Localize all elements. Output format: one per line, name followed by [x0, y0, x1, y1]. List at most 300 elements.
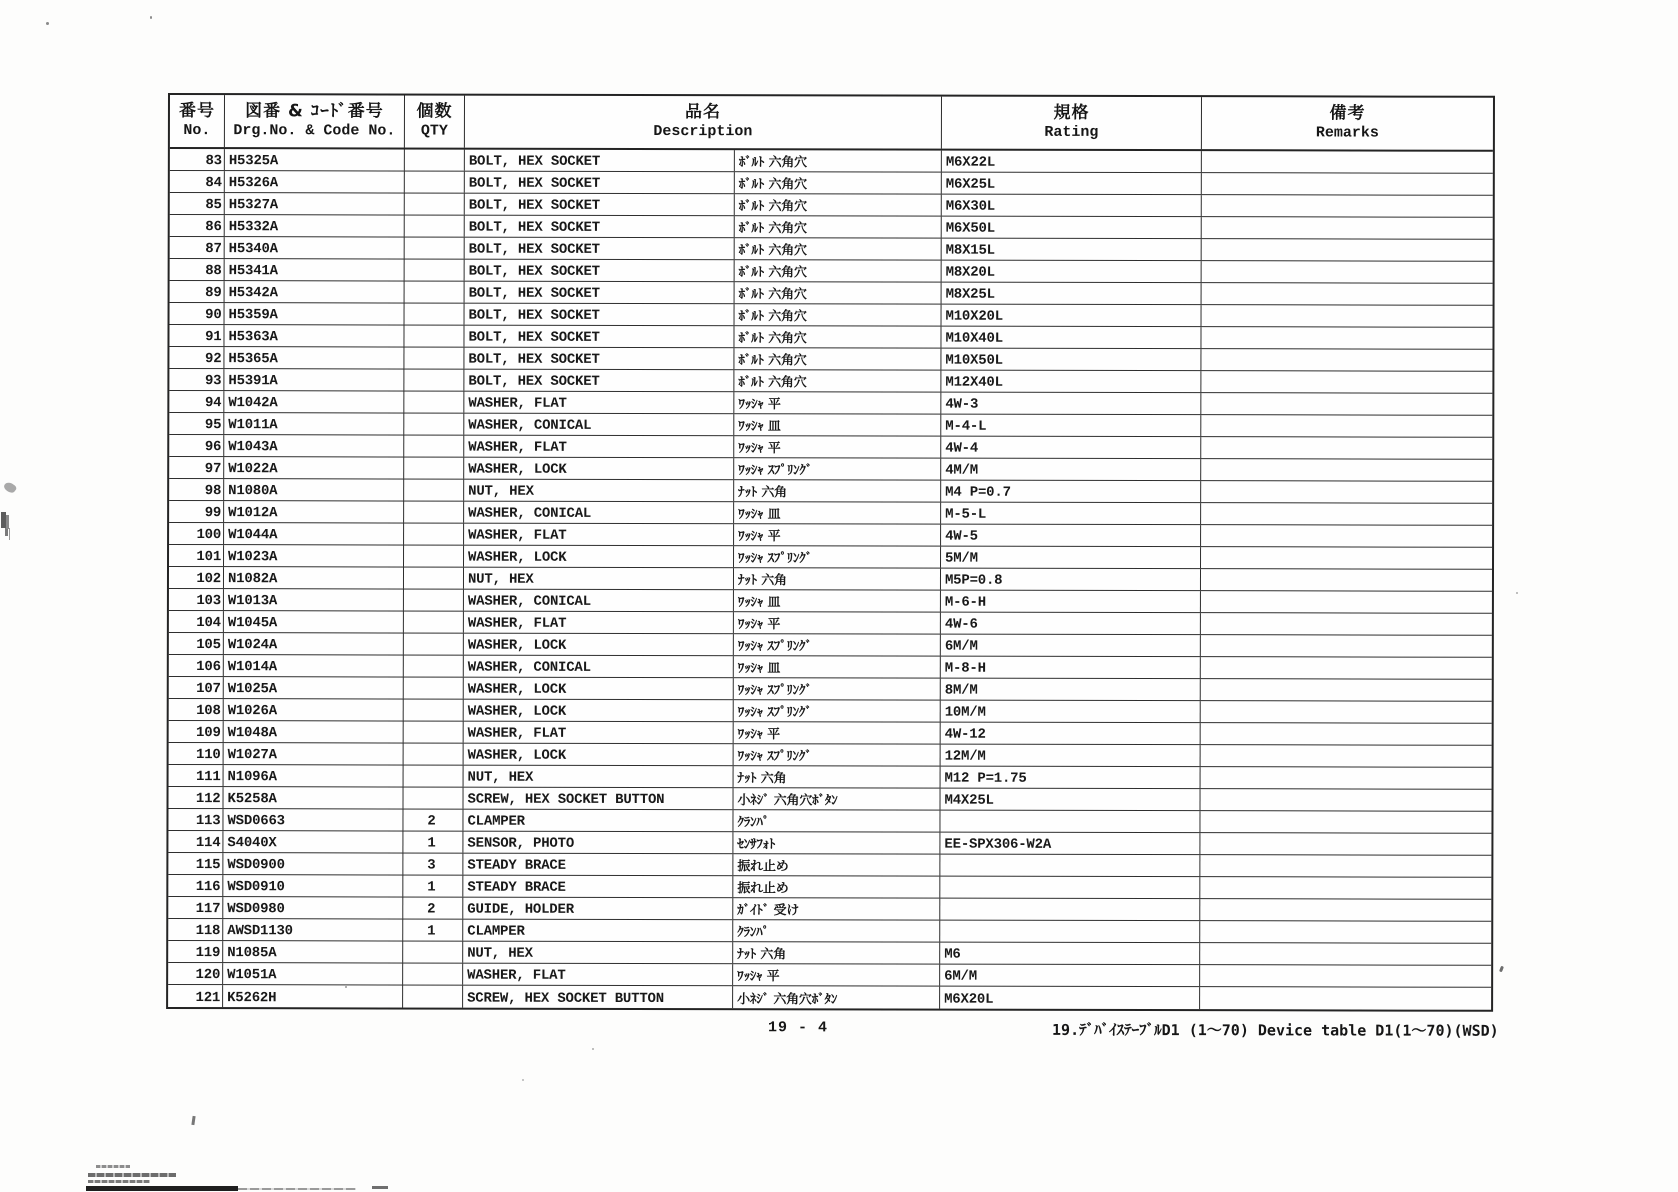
cell-qty — [404, 479, 464, 500]
cell-rating: 4W-3 — [941, 393, 1201, 415]
cell-desc-ja: ﾜｯｼｬ 平 — [734, 436, 941, 457]
cell-qty: 1 — [403, 831, 463, 852]
cell-desc-en: WASHER, FLAT — [464, 436, 734, 458]
cell-rating: M6X22L — [942, 151, 1202, 173]
cell-no: 98 — [169, 479, 224, 500]
cell-desc-en: CLAMPER — [463, 920, 733, 942]
header-rating — [942, 97, 1202, 150]
cell-desc-ja: ﾎﾞﾙﾄ 六角穴 — [735, 260, 942, 281]
cell-remarks — [1201, 613, 1492, 635]
cell-rating: M5P=0.8 — [941, 569, 1201, 591]
cell-code: W1013A — [224, 589, 404, 610]
header-no-ja: 番号 — [178, 101, 215, 122]
cell-remarks — [1201, 635, 1492, 657]
cell-no: 104 — [169, 611, 224, 632]
cell-desc-en: NUT, HEX — [464, 480, 734, 502]
cell-rating: 12M/M — [941, 745, 1201, 767]
cell-qty — [404, 743, 464, 764]
cell-qty — [405, 237, 465, 258]
cell-desc-ja: ﾎﾞﾙﾄ 六角穴 — [735, 216, 942, 237]
cell-code: WSD0910 — [223, 875, 403, 896]
cell-qty — [404, 545, 464, 566]
cell-desc-ja: ﾜｯｼｬ 平 — [733, 964, 940, 985]
cell-rating — [940, 877, 1200, 899]
cell-desc-en: BOLT, HEX SOCKET — [465, 238, 735, 260]
scan-smudge — [3, 480, 18, 494]
table-row — [170, 193, 1493, 218]
cell-qty — [404, 501, 464, 522]
table-row — [169, 391, 1492, 416]
cell-qty — [404, 523, 464, 544]
cell-desc-ja: ﾜｯｼｬ 平 — [734, 612, 941, 633]
cell-remarks — [1201, 525, 1492, 547]
cell-no: 85 — [170, 193, 225, 214]
cell-no: 93 — [169, 369, 224, 390]
cell-qty — [403, 963, 463, 984]
cell-desc-en: BOLT, HEX SOCKET — [464, 370, 734, 392]
cell-desc-en: BOLT, HEX SOCKET — [465, 172, 735, 194]
cell-qty: 2 — [403, 897, 463, 918]
cell-remarks — [1202, 173, 1493, 195]
cell-code: W1027A — [224, 743, 404, 764]
cell-desc-ja: ﾎﾞﾙﾄ 六角穴 — [735, 194, 942, 215]
table-row — [168, 875, 1491, 900]
cell-rating: M10X20L — [942, 305, 1202, 327]
cell-desc-ja: ﾜｯｼｬ ｽﾌﾟﾘﾝｸﾞ — [734, 458, 941, 479]
cell-rating: M6X50L — [942, 217, 1202, 239]
cell-no: 100 — [169, 523, 224, 544]
cell-desc-en: CLAMPER — [463, 810, 733, 832]
table-row — [170, 149, 1493, 174]
cell-rating: M8X20L — [942, 261, 1202, 283]
cell-code: W1026A — [224, 699, 404, 720]
cell-remarks — [1202, 151, 1493, 173]
table-row — [168, 919, 1491, 944]
cell-desc-en: WASHER, LOCK — [464, 458, 734, 480]
table-row — [169, 369, 1492, 394]
cell-qty — [404, 391, 464, 412]
table-row — [169, 567, 1492, 592]
scan-artifact-bar — [96, 1165, 130, 1168]
table-row — [169, 413, 1492, 438]
cell-remarks — [1201, 569, 1492, 591]
cell-remarks — [1201, 371, 1492, 393]
cell-qty — [405, 193, 465, 214]
cell-desc-ja: ﾎﾞﾙﾄ 六角穴 — [735, 282, 942, 303]
scan-artifact-bar — [88, 1180, 150, 1183]
cell-desc-ja: ﾜｯｼｬ ｽﾌﾟﾘﾝｸﾞ — [734, 546, 941, 567]
cell-remarks — [1201, 459, 1492, 481]
cell-desc-ja: 振れ止め — [733, 854, 940, 875]
header-drg-no-en: Drg.No. & Code No. — [233, 122, 396, 140]
cell-desc-ja: 小ﾈｼﾞ 六角穴ﾎﾞﾀﾝ — [733, 986, 940, 1008]
cell-code: H5340A — [225, 237, 405, 258]
cell-remarks — [1201, 767, 1492, 789]
cell-remarks — [1201, 745, 1492, 767]
cell-desc-en: SCREW, HEX SOCKET BUTTON — [464, 788, 734, 810]
cell-qty — [403, 941, 463, 962]
header-remarks-en: Remarks — [1315, 124, 1379, 142]
scan-speck — [522, 1079, 524, 1081]
cell-qty — [405, 171, 465, 192]
cell-code: K5262H — [223, 985, 403, 1007]
table-body — [168, 149, 1493, 1010]
header-rating-ja: 規格 — [1053, 102, 1090, 123]
cell-remarks — [1202, 261, 1493, 283]
cell-code: WSD0980 — [223, 897, 403, 918]
cell-desc-en: WASHER, LOCK — [464, 634, 734, 656]
cell-code: N1082A — [224, 567, 404, 588]
cell-remarks — [1202, 283, 1493, 305]
scan-smudge — [1, 512, 6, 528]
cell-qty — [404, 457, 464, 478]
cell-desc-ja: ﾜｯｼｬ ｽﾌﾟﾘﾝｸﾞ — [734, 744, 941, 765]
cell-desc-en: WASHER, FLAT — [463, 964, 733, 986]
table-row — [169, 787, 1492, 812]
cell-desc-ja: 振れ止め — [733, 876, 940, 897]
cell-no: 101 — [169, 545, 224, 566]
cell-desc-ja: ﾜｯｼｬ 皿 — [734, 590, 941, 611]
cell-rating: 8M/M — [941, 679, 1201, 701]
cell-no: 108 — [169, 699, 224, 720]
cell-no: 96 — [169, 435, 224, 456]
table-row — [169, 699, 1492, 724]
cell-remarks — [1201, 349, 1492, 371]
cell-rating: M6X25L — [942, 173, 1202, 195]
cell-desc-en: BOLT, HEX SOCKET — [465, 304, 735, 326]
cell-desc-en: WASHER, FLAT — [464, 612, 734, 634]
cell-desc-en: NUT, HEX — [464, 766, 734, 788]
cell-desc-en: SENSOR, PHOTO — [463, 832, 733, 854]
cell-desc-en: SCREW, HEX SOCKET BUTTON — [463, 986, 733, 1009]
cell-desc-en: NUT, HEX — [463, 942, 733, 964]
header-qty — [405, 95, 465, 147]
cell-rating — [940, 811, 1200, 833]
cell-qty — [404, 611, 464, 632]
cell-rating: M10X50L — [941, 349, 1201, 371]
scan-mark — [191, 1116, 195, 1125]
table-row — [170, 303, 1493, 328]
cell-qty — [404, 677, 464, 698]
cell-no: 103 — [169, 589, 224, 610]
cell-code: N1085A — [223, 941, 403, 962]
cell-desc-en: WASHER, LOCK — [464, 678, 734, 700]
scan-speck — [46, 22, 49, 25]
cell-desc-en: BOLT, HEX SOCKET — [464, 326, 734, 348]
cell-no: 86 — [170, 215, 225, 236]
table-row — [169, 325, 1492, 350]
table-row — [169, 743, 1492, 768]
cell-rating: M-8-H — [941, 657, 1201, 679]
cell-desc-ja: ﾅｯﾄ 六角 — [734, 568, 941, 589]
table-row — [169, 655, 1492, 680]
cell-no: 92 — [169, 347, 224, 368]
cell-desc-en: BOLT, HEX SOCKET — [465, 282, 735, 304]
table-row — [170, 281, 1493, 306]
cell-rating — [940, 855, 1200, 877]
cell-rating: M6 — [940, 943, 1200, 965]
cell-remarks — [1201, 415, 1492, 437]
cell-code: W1022A — [224, 457, 404, 478]
cell-no: 121 — [168, 985, 223, 1007]
cell-desc-ja: ﾎﾞﾙﾄ 六角穴 — [735, 304, 942, 325]
cell-desc-ja: ｾﾝｻﾌｫﾄ — [733, 832, 940, 853]
scan-artifact-bar — [88, 1173, 176, 1177]
cell-desc-ja: ﾜｯｼｬ 平 — [734, 524, 941, 545]
cell-no: 110 — [169, 743, 224, 764]
cell-remarks — [1200, 833, 1491, 855]
cell-code: H5327A — [225, 193, 405, 214]
cell-no: 87 — [170, 237, 225, 258]
cell-remarks — [1200, 811, 1491, 833]
footer-caption: 19.ﾃﾞﾊﾞｲｽﾃｰﾌﾞﾙD1 (1～70) Device table D1(1～70)(WSD) — [1052, 1020, 1499, 1040]
cell-desc-en: BOLT, HEX SOCKET — [465, 150, 735, 172]
page-content — [166, 93, 1499, 1040]
cell-code: W1012A — [224, 501, 404, 522]
cell-no: 111 — [169, 765, 224, 786]
cell-no: 113 — [168, 809, 223, 830]
cell-no: 106 — [169, 655, 224, 676]
scan-artifact-bar — [372, 1186, 388, 1189]
cell-rating: EE-SPX306-W2A — [940, 833, 1200, 855]
scan-speck — [150, 16, 152, 19]
cell-rating: 10M/M — [941, 701, 1201, 723]
cell-no: 115 — [168, 853, 223, 874]
cell-rating: M6X30L — [942, 195, 1202, 217]
cell-no: 105 — [169, 633, 224, 654]
table-row — [170, 237, 1493, 262]
cell-rating — [940, 899, 1200, 921]
cell-rating: 5M/M — [941, 547, 1201, 569]
header-remarks — [1202, 97, 1493, 150]
cell-code: H5341A — [225, 259, 405, 280]
cell-code: K5258A — [224, 787, 404, 808]
cell-desc-en: WASHER, FLAT — [464, 524, 734, 546]
table-row — [169, 523, 1492, 548]
cell-desc-ja: 小ﾈｼﾞ 六角穴ﾎﾞﾀﾝ — [734, 788, 941, 809]
cell-code: N1096A — [224, 765, 404, 786]
table-row — [168, 897, 1491, 922]
cell-desc-en: WASHER, FLAT — [464, 392, 734, 414]
cell-desc-ja: ﾜｯｼｬ 皿 — [734, 414, 941, 435]
cell-code: W1024A — [224, 633, 404, 654]
cell-rating: M8X15L — [942, 239, 1202, 261]
header-description — [465, 96, 942, 149]
cell-qty — [405, 259, 465, 280]
cell-rating: M4 P=0.7 — [941, 481, 1201, 503]
cell-rating: 4W-4 — [941, 437, 1201, 459]
header-no — [170, 95, 225, 147]
table-row — [168, 809, 1491, 834]
cell-qty: 1 — [403, 919, 463, 940]
scan-speck — [592, 1048, 594, 1050]
cell-desc-en: STEADY BRACE — [463, 854, 733, 876]
header-qty-ja: 個数 — [416, 101, 453, 122]
cell-desc-ja: ﾎﾞﾙﾄ 六角穴 — [734, 370, 941, 391]
table-row — [168, 831, 1491, 856]
parts-table — [166, 93, 1495, 1012]
cell-remarks — [1201, 503, 1492, 525]
cell-no: 88 — [170, 259, 225, 280]
cell-remarks — [1200, 899, 1491, 921]
cell-desc-ja: ﾜｯｼｬ ｽﾌﾟﾘﾝｸﾞ — [734, 678, 941, 699]
cell-desc-en: BOLT, HEX SOCKET — [464, 348, 734, 370]
cell-desc-ja: ﾜｯｼｬ ｽﾌﾟﾘﾝｸﾞ — [734, 700, 941, 721]
cell-remarks — [1201, 481, 1492, 503]
cell-remarks — [1201, 393, 1492, 415]
cell-qty: 2 — [403, 809, 463, 830]
cell-desc-en: WASHER, CONICAL — [464, 656, 734, 678]
cell-code: H5342A — [225, 281, 405, 302]
cell-code: H5325A — [225, 149, 405, 170]
cell-qty — [404, 787, 464, 808]
cell-desc-en: WASHER, CONICAL — [464, 590, 734, 612]
cell-rating: M12 P=1.75 — [941, 767, 1201, 789]
cell-qty — [404, 325, 464, 346]
cell-qty — [405, 281, 465, 302]
header-drg-no-ja: 図番 & ｺｰﾄﾞ番号 — [245, 101, 384, 122]
table-row — [168, 985, 1491, 1010]
cell-desc-ja: ﾜｯｼｬ 平 — [734, 722, 941, 743]
cell-remarks — [1202, 195, 1493, 217]
cell-code: W1025A — [224, 677, 404, 698]
header-qty-en: QTY — [420, 122, 448, 140]
cell-remarks — [1202, 217, 1493, 239]
cell-code: H5365A — [224, 347, 404, 368]
cell-code: H5332A — [225, 215, 405, 236]
table-row — [169, 633, 1492, 658]
cell-qty — [405, 149, 465, 170]
cell-remarks — [1201, 789, 1492, 811]
cell-code: AWSD1130 — [223, 919, 403, 940]
cell-remarks — [1201, 723, 1492, 745]
header-description-en: Description — [653, 123, 753, 141]
cell-desc-ja: ﾎﾞﾙﾄ 六角穴 — [734, 326, 941, 347]
cell-desc-ja: ﾜｯｼｬ ｽﾌﾟﾘﾝｸﾞ — [734, 634, 941, 655]
cell-qty — [404, 413, 464, 434]
cell-rating: M-6-H — [941, 591, 1201, 613]
cell-code: W1043A — [224, 435, 404, 456]
cell-desc-ja: ﾎﾞﾙﾄ 六角穴 — [735, 150, 942, 171]
cell-desc-en: WASHER, CONICAL — [464, 414, 734, 436]
cell-remarks — [1200, 987, 1491, 1010]
cell-no: 118 — [168, 919, 223, 940]
cell-remarks — [1201, 679, 1492, 701]
cell-qty — [404, 369, 464, 390]
cell-code: W1014A — [224, 655, 404, 676]
cell-no: 102 — [169, 567, 224, 588]
cell-remarks — [1201, 591, 1492, 613]
cell-rating — [940, 921, 1200, 943]
cell-rating: 4W-6 — [941, 613, 1201, 635]
cell-no: 83 — [170, 149, 225, 170]
cell-desc-en: WASHER, LOCK — [464, 744, 734, 766]
cell-qty — [404, 765, 464, 786]
cell-code: W1042A — [224, 391, 404, 412]
table-row — [169, 479, 1492, 504]
cell-code: H5363A — [224, 325, 404, 346]
cell-qty — [404, 721, 464, 742]
cell-no: 89 — [170, 281, 225, 302]
cell-remarks — [1201, 327, 1492, 349]
table-row — [170, 215, 1493, 240]
cell-remarks — [1200, 877, 1491, 899]
cell-no: 97 — [169, 457, 224, 478]
cell-rating: M8X25L — [942, 283, 1202, 305]
cell-remarks — [1200, 943, 1491, 965]
cell-code: WSD0900 — [223, 853, 403, 874]
cell-remarks — [1200, 921, 1491, 943]
cell-desc-en: WASHER, CONICAL — [464, 502, 734, 524]
cell-desc-ja: ﾜｯｼｬ 皿 — [734, 656, 941, 677]
cell-code: S4040X — [223, 831, 403, 852]
cell-rating: M-5-L — [941, 503, 1201, 525]
cell-qty — [404, 567, 464, 588]
table-row — [169, 435, 1492, 460]
table-row — [168, 941, 1491, 966]
cell-remarks — [1201, 657, 1492, 679]
table-row — [169, 589, 1492, 614]
table-row — [168, 853, 1491, 878]
cell-code: W1023A — [224, 545, 404, 566]
cell-rating: 4M/M — [941, 459, 1201, 481]
cell-qty: 3 — [403, 853, 463, 874]
cell-desc-ja: ﾅｯﾄ 六角 — [734, 480, 941, 501]
cell-remarks — [1201, 437, 1492, 459]
table-row — [169, 347, 1492, 372]
cell-code: W1011A — [224, 413, 404, 434]
table-row — [169, 721, 1492, 746]
cell-rating: M-4-L — [941, 415, 1201, 437]
cell-code: N1080A — [224, 479, 404, 500]
cell-desc-ja: ﾎﾞﾙﾄ 六角穴 — [734, 348, 941, 369]
table-row — [169, 457, 1492, 482]
cell-rating: M12X40L — [941, 371, 1201, 393]
cell-desc-en: NUT, HEX — [464, 568, 734, 590]
header-rating-en: Rating — [1044, 124, 1099, 142]
cell-desc-ja: ｶﾞｲﾄﾞ 受け — [733, 898, 940, 919]
cell-no: 119 — [168, 941, 223, 962]
cell-no: 114 — [168, 831, 223, 852]
cell-desc-en: BOLT, HEX SOCKET — [465, 260, 735, 282]
cell-desc-ja: ﾜｯｼｬ 皿 — [734, 502, 941, 523]
scan-artifact-bar — [238, 1188, 356, 1190]
cell-no: 94 — [169, 391, 224, 412]
cell-qty — [404, 589, 464, 610]
cell-no: 90 — [170, 303, 225, 324]
cell-qty — [404, 699, 464, 720]
table-row — [168, 963, 1491, 988]
cell-rating: M6X20L — [940, 987, 1200, 1010]
page-number: 19 - 4 — [768, 1019, 829, 1037]
cell-code: H5359A — [225, 303, 405, 324]
cell-qty — [404, 633, 464, 654]
table-header-row — [170, 95, 1493, 152]
cell-rating: 6M/M — [940, 965, 1200, 987]
cell-no: 109 — [169, 721, 224, 742]
cell-qty — [405, 303, 465, 324]
cell-desc-ja: ｸﾗﾝﾊﾟ — [733, 920, 940, 941]
header-remarks-ja: 備考 — [1329, 103, 1366, 124]
header-drg-no — [225, 95, 405, 147]
cell-remarks — [1200, 965, 1491, 987]
cell-desc-ja: ﾅｯﾄ 六角 — [734, 766, 941, 787]
cell-no: 95 — [169, 413, 224, 434]
cell-code: W1051A — [223, 963, 403, 984]
cell-no: 99 — [169, 501, 224, 522]
cell-code: H5391A — [224, 369, 404, 390]
cell-desc-en: GUIDE, HOLDER — [463, 898, 733, 920]
